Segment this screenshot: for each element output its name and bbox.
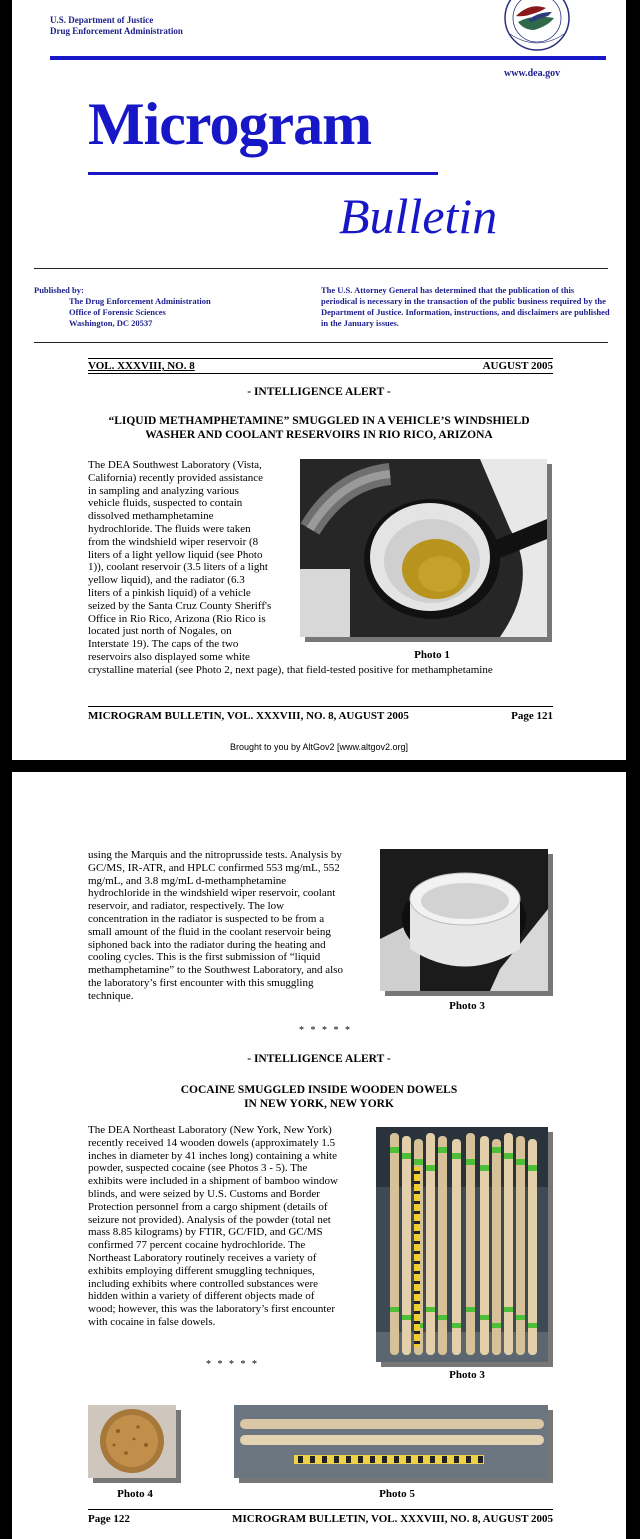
article1-continued-text	[88, 849, 378, 1003]
publisher-line-1: The Drug Enforcement Administration	[69, 296, 211, 306]
article1-continued-line: cooling cycles. This is the first submission of “liquid	[88, 951, 321, 964]
article1-continued-line: the laboratory’s first encounter with this smuggling	[88, 976, 314, 989]
footer-page-number: Page 121	[511, 710, 553, 722]
agency-block	[50, 15, 183, 37]
page-121	[12, 0, 626, 760]
article1-text-line: in sampling and analyzing various	[88, 484, 239, 497]
masthead-rule	[88, 172, 438, 175]
masthead-microgram: Microgram	[88, 91, 372, 157]
article1-continued-line: GC/MS, IR-ATR, and HPLC confirmed 553 mg/mL, 552	[88, 861, 340, 874]
published-by-label: Published by:	[34, 285, 84, 295]
article2-text-line: exhibits were included in a shipment of bamboo window	[88, 1175, 338, 1188]
page-122-footer	[88, 1509, 553, 1525]
article1-text-line: Office in Rio Rico, Arizona (Rio Rico is	[88, 612, 266, 625]
article2-title-line-1: COCAINE SMUGGLED INSIDE WOODEN DOWELS	[180, 1084, 458, 1096]
article1-title	[12, 414, 626, 442]
article2-text-line: mass 8.85 kilograms) by FTIR, GC/FID, and GC/MS	[88, 1226, 323, 1239]
publisher-bottom-rule	[34, 342, 608, 343]
issue-volume: VOL. XXXVIII, NO. 8	[88, 360, 195, 372]
photo-1-caption: Photo 1	[414, 649, 450, 661]
article1-text-line: seized by the Santa Cruz County Sheriff's	[88, 599, 272, 612]
dea-seal-logo	[502, 0, 572, 52]
footer-title: MICROGRAM BULLETIN, VOL. XXXVIII, NO. 8, AUGUST 2005	[232, 1513, 553, 1525]
masthead-bulletin: Bulletin	[339, 188, 498, 244]
article1-text-line: located just north of Nogales, on	[88, 625, 232, 638]
article1-text-line: from the windshield wiper reservoir (8	[88, 535, 259, 548]
publisher-line-3: Washington, DC 20537	[69, 318, 153, 328]
article2-title-line-2: IN NEW YORK, NEW YORK	[244, 1098, 394, 1110]
photo-3-caption: Photo 3	[449, 1369, 485, 1381]
agency-line-1: U.S. Department of Justice	[50, 15, 154, 25]
photo-4-caption: Photo 4	[117, 1488, 153, 1500]
article1-continued-line: hydrochloride in the windshield wiper reservoir, coolant	[88, 887, 336, 900]
article2-text-line: with cocaine in false dowels.	[88, 1315, 216, 1328]
article1-column-text	[88, 459, 298, 664]
header-rule	[50, 56, 606, 60]
article1-full-line: crystalline material (see Photo 2, next page), that field-tested positive for methamphetamine	[88, 664, 493, 676]
article2-text-line: hidden within a variety of different objects made of	[88, 1290, 315, 1303]
article1-text-line: vehicle fluids, suspected to contain	[88, 497, 243, 510]
dea-website-url[interactable]: www.dea.gov	[504, 68, 561, 79]
attorney-general-notice: The U.S. Attorney General has determined that the publication of this periodical is necessary in the transaction of the public business required by the Department of Justice. Information, instructions, and disclaimers are published in the January issues.	[321, 285, 610, 328]
article2-text-line: seizure not provided). Analysis of the powder (total net	[88, 1213, 331, 1226]
article1-continued-line: technique.	[88, 989, 134, 1002]
article2-text-line: inches in diameter by 41 inches long) containing a white	[88, 1149, 337, 1162]
article2-text-line: confirmed 77 percent cocaine hydrochloride. The	[88, 1239, 306, 1252]
photo-1-reservoir	[300, 459, 547, 637]
section-separator: * * * * *	[299, 1025, 352, 1036]
article1-text-line: hydrochloride. The fluids were taken	[88, 522, 251, 535]
article1-continued-line: small amount of the fluid in the coolant reservoir being	[88, 925, 331, 938]
article1-text-line: California) recently provided assistance	[88, 471, 264, 484]
article2-text-line: exhibits employing different smuggling techniques,	[88, 1264, 315, 1277]
article1-text-line: yellow liquid), and the radiator (6.3	[88, 574, 245, 587]
article1-text-line: Interstate 19). The caps of the two	[88, 638, 239, 651]
photo-4-dowel-end	[88, 1405, 176, 1478]
photo-2-reservoir-cap	[380, 849, 548, 991]
photo-5-dowel-ruler	[234, 1405, 548, 1478]
article1-text-line: dissolved methamphetamine	[88, 510, 214, 523]
article2-text-line: including exhibits where controlled substances were	[88, 1277, 319, 1290]
article1-text-line: 1)), coolant reservoir (3.5 liters of a light	[88, 561, 268, 574]
issue-bar	[88, 358, 553, 374]
photo-3-wooden-dowels	[376, 1127, 548, 1362]
photo-5-caption: Photo 5	[379, 1488, 415, 1500]
article2-text-line: blinds, and were seized by U.S. Customs and Border	[88, 1187, 320, 1200]
article2-column-text	[88, 1124, 378, 1329]
article2-text-line: The DEA Northeast Laboratory (New York, New York)	[88, 1124, 332, 1136]
footer-title: MICROGRAM BULLETIN, VOL. XXXVIII, NO. 8, AUGUST 2005	[88, 710, 409, 722]
publisher-top-rule	[34, 268, 608, 269]
article1-continued-line: methamphetamine” to the Southwest Laboratory, and also	[88, 964, 343, 977]
issue-date: AUGUST 2005	[482, 360, 553, 372]
article1-text-line: reservoirs also displayed some white	[88, 650, 250, 663]
article1-continued-line: mg/mL, and 3.8 mg/mL d-methamphetamine	[88, 874, 287, 887]
article1-text-line: liters of a light yellow liquid (see Photo	[88, 548, 263, 561]
page-122	[12, 772, 626, 1539]
photo-2-caption: Photo 3	[449, 1000, 485, 1012]
article1-title-line-2: WASHER AND COOLANT RESERVOIRS IN RIO RICO, ARIZONA	[145, 429, 493, 441]
article2-title	[12, 1083, 626, 1111]
article1-continued-line: siphoned back into the radiator during the heating and	[88, 938, 326, 951]
article1-continued-line: using the Marquis and the nitroprusside tests. Analysis by	[88, 849, 342, 861]
article1-text-line: liters of a pinkish liquid) of a vehicle	[88, 586, 251, 599]
altgov2-credit[interactable]: Brought to you by AltGov2 [www.altgov2.org]	[229, 742, 409, 752]
agency-line-2: Drug Enforcement Administration	[50, 26, 183, 36]
publisher-block	[34, 285, 294, 329]
article1-text-line: The DEA Southwest Laboratory (Vista,	[88, 459, 262, 471]
article2-text-line: wood; however, this was the laboratory’s first encounter	[88, 1303, 335, 1316]
article2-text-line: powder, suspected cocaine (see Photos 3 - 5). The	[88, 1162, 308, 1175]
article1-kicker: - INTELLIGENCE ALERT -	[247, 386, 391, 398]
article2-kicker: - INTELLIGENCE ALERT -	[247, 1053, 391, 1065]
article2-text-line: Northeast Laboratory routinely receives a variety of	[88, 1251, 317, 1264]
page-121-footer	[88, 706, 553, 722]
article1-continued-line: reservoir, and radiator, respectively. The low	[88, 900, 285, 913]
section-separator-2: * * * * *	[206, 1359, 259, 1370]
article2-text-line: Protection personnel from a cargo shipment (details of	[88, 1200, 328, 1213]
footer-page-number: Page 122	[88, 1513, 130, 1525]
publisher-line-2: Office of Forensic Sciences	[69, 307, 166, 317]
article1-title-line-1: “LIQUID METHAMPHETAMINE” SMUGGLED IN A VEHICLE’S WINDSHIELD	[108, 415, 530, 427]
article2-text-line: recently received 14 wooden dowels (approximately 1.5	[88, 1136, 336, 1149]
article1-continued-line: concentration in the radiator is suspected to be from a	[88, 912, 325, 925]
